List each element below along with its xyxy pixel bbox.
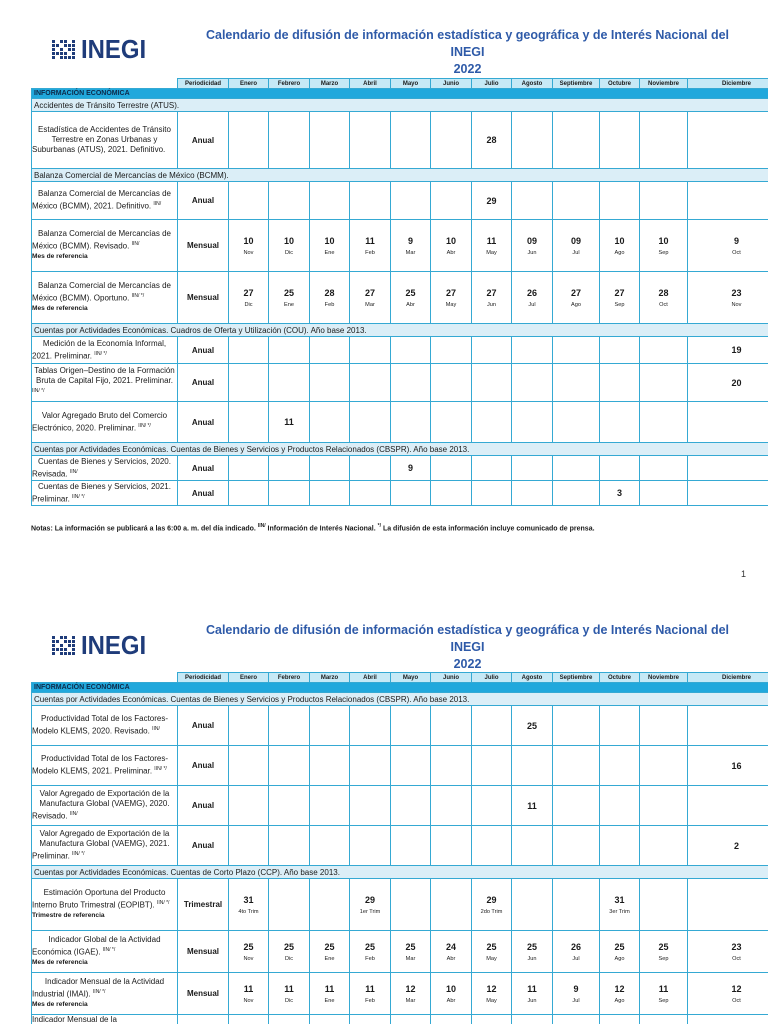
- title-line-1: Calendario de difusión de información estadística y geográfica y de Interés Nacional del INEGI: [205, 28, 730, 59]
- date-cell: 23 Oct: [688, 931, 768, 973]
- subsection-row: [32, 866, 768, 879]
- periodicity: Anual: [178, 364, 229, 402]
- header-cell: Febrero: [269, 673, 310, 683]
- indicator-description: Estimación Oportuna del Producto Interno Bruto Trimestral (EOPIBT). $^{IIN/ */}$ Trimestre de referencia: [32, 879, 178, 931]
- table-row: [32, 481, 768, 506]
- table-row: [32, 456, 768, 481]
- periodicity: Anual: [178, 112, 229, 169]
- date-cell: 28 Feb: [310, 272, 350, 324]
- date-cell: 25 May: [472, 931, 512, 973]
- date-cell: 09 Jul: [553, 220, 600, 272]
- date-cell: 9: [391, 456, 431, 481]
- date-cell: 9 Mar: [391, 220, 431, 272]
- indicator-description: Indicador Mensual de la Actividad Industrial (IMAI). $^{IIN/ */}$ Mes de referencia: [32, 973, 178, 1015]
- date-cell: 28: [472, 112, 512, 169]
- date-cell: 31 3er Trim: [600, 879, 640, 931]
- header-cell: Octubre: [600, 673, 640, 683]
- header-cell: Enero: [229, 673, 269, 683]
- indicator-description: Valor Agregado de Exportación de la Manufactura Global (VAEMG), 2020. Revisado. $^{IIN/}$: [32, 786, 178, 826]
- header-cell: Mayo: [391, 79, 431, 89]
- periodicity: Anual: [178, 456, 229, 481]
- section-label: INFORMACIÓN ECONÓMICA: [32, 683, 768, 693]
- document-page-2: [0, 596, 768, 1024]
- header-cell: Marzo: [310, 79, 350, 89]
- title-line-2: 2022: [453, 657, 482, 671]
- section-label: INFORMACIÓN ECONÓMICA: [32, 89, 768, 99]
- periodicity: Anual: [178, 706, 229, 746]
- date-cell: 11 Jun: [512, 973, 553, 1015]
- date-cell: 27 Ago: [553, 272, 600, 324]
- date-cell: 10 Sep: [640, 220, 688, 272]
- subsection-label: Cuentas por Actividades Económicas. Cuentas de Bienes y Servicios y Productos Relacionados (CBSPR). Año base 2013.: [32, 693, 768, 706]
- periodicity: Anual: [178, 826, 229, 866]
- logo-text: INEGI: [81, 34, 147, 64]
- page-title: [190, 622, 745, 673]
- table-header-row: [32, 673, 768, 683]
- indicator-description: Productividad Total de los Factores-Modelo KLEMS, 2021. Preliminar. $^{IIN/ */}$: [32, 746, 178, 786]
- page-title: [190, 27, 745, 78]
- date-cell: 12 Oct: [688, 973, 768, 1015]
- table-row: [32, 706, 768, 746]
- subsection-row: [32, 443, 768, 456]
- date-cell: 25 Jun: [512, 931, 553, 973]
- subsection-row: [32, 169, 768, 182]
- date-cell: 9 Jul: [553, 973, 600, 1015]
- periodicity: Anual: [178, 182, 229, 220]
- subsection-row: [32, 99, 768, 112]
- inegi-logo-icon: [52, 40, 75, 59]
- date-cell: 09 Jun: [512, 220, 553, 272]
- header-cell: Noviembre: [640, 79, 688, 89]
- header-cell: Mayo: [391, 673, 431, 683]
- date-cell: 9 Oct: [688, 220, 768, 272]
- date-cell: 11 Ene: [310, 973, 350, 1015]
- date-cell: 25 Ene: [269, 272, 310, 324]
- date-cell: 10 Abr: [431, 220, 472, 272]
- date-cell: 25 Nov: [229, 931, 269, 973]
- table-row: [32, 337, 768, 364]
- calendar-table: [31, 78, 768, 506]
- header-cell: Marzo: [310, 673, 350, 683]
- table-row: [32, 931, 768, 973]
- title-line-2: 2022: [453, 62, 482, 76]
- indicator-description: Balanza Comercial de Mercancías de México (BCMM). Oportuno. $^{IIN/ */}$ Mes de referencia: [32, 272, 178, 324]
- header-cell: Julio: [472, 79, 512, 89]
- date-cell: 16: [688, 746, 768, 786]
- date-cell: 12 May: [472, 973, 512, 1015]
- subsection-label: Cuentas por Actividades Económicas. Cuentas de Corto Plazo (CCP). Año base 2013.: [32, 866, 768, 879]
- table-row: [32, 364, 768, 402]
- header-cell: Junio: [431, 79, 472, 89]
- date-cell: 25: [512, 706, 553, 746]
- subsection-row: [32, 693, 768, 706]
- date-cell: 2: [688, 826, 768, 866]
- subsection-label: Cuentas por Actividades Económicas. Cuadros de Oferta y Utilización (COU). Año base 2013.: [32, 324, 768, 337]
- date-cell: 19: [688, 337, 768, 364]
- header-cell: Diciembre: [688, 79, 768, 89]
- subsection-label: Cuentas por Actividades Económicas. Cuentas de Bienes y Servicios y Productos Relacionados (CBSPR). Año base 2013.: [32, 443, 768, 456]
- date-cell: 24 Abr: [431, 931, 472, 973]
- date-cell: 23 Nov: [688, 272, 768, 324]
- table-header-row: [32, 79, 768, 89]
- indicator-description: Balanza Comercial de Mercancías de México (BCMM). Revisado. $^{IIN/}$ Mes de referencia: [32, 220, 178, 272]
- date-cell: 25 Abr: [391, 272, 431, 324]
- periodicity: Mensual: [178, 973, 229, 1015]
- table-row: [32, 220, 768, 272]
- header-cell: Julio: [472, 673, 512, 683]
- date-cell: 27 Dic: [229, 272, 269, 324]
- logo-text: INEGI: [81, 630, 147, 660]
- date-cell: 27 May: [431, 272, 472, 324]
- periodicity: Anual: [178, 746, 229, 786]
- table-row: [32, 112, 768, 169]
- periodicity: Anual: [178, 786, 229, 826]
- date-cell: 25 Feb: [350, 931, 391, 973]
- periodicity: Mensual: [178, 220, 229, 272]
- section-row: [32, 89, 768, 99]
- date-cell: 11 Feb: [350, 973, 391, 1015]
- indicator-description: Indicador Global de la Actividad Económica (IGAE). $^{IIN/ */}$ Mes de referencia: [32, 931, 178, 973]
- subsection-label: Accidentes de Tránsito Terrestre (ATUS).: [32, 99, 768, 112]
- table-row: [32, 182, 768, 220]
- table-row: [32, 786, 768, 826]
- section-row: [32, 683, 768, 693]
- date-cell: 10 Ago: [600, 220, 640, 272]
- header-cell: Periodicidad: [178, 673, 229, 683]
- periodicity: Mensual: [178, 272, 229, 324]
- date-cell: 27 Mar: [350, 272, 391, 324]
- indicator-description: Tablas Origen–Destino de la Formación Bruta de Capital Fijo, 2021. Preliminar. $^{IIN/ */}$: [32, 364, 178, 402]
- date-cell: 11 Dic: [269, 973, 310, 1015]
- indicator-description: Cuentas de Bienes y Servicios, 2021. Preliminar. $^{IIN/ */}$: [32, 481, 178, 506]
- date-cell: 11 Feb: [350, 220, 391, 272]
- page-number: 1: [740, 569, 746, 579]
- header-cell: Periodicidad: [178, 79, 229, 89]
- date-cell: 29 2do Trim: [472, 879, 512, 931]
- date-cell: 11 May: [472, 220, 512, 272]
- header-cell: Septiembre: [553, 673, 600, 683]
- indicator-description: Balanza Comercial de Mercancías de México (BCMM), 2021. Definitivo. $^{IIN/}$: [32, 182, 178, 220]
- date-cell: 10 Nov: [229, 220, 269, 272]
- date-cell: 10 Dic: [269, 220, 310, 272]
- periodicity: Anual: [178, 337, 229, 364]
- date-cell: 20: [688, 364, 768, 402]
- date-cell: 25 Ene: [310, 931, 350, 973]
- date-cell: 31 4to Trim: [229, 879, 269, 931]
- table-row: [32, 272, 768, 324]
- date-cell: 11 Sep: [640, 973, 688, 1015]
- header-cell: Agosto: [512, 673, 553, 683]
- header-blank: [32, 673, 178, 683]
- header-cell: Septiembre: [553, 79, 600, 89]
- date-cell: 27 Sep: [600, 272, 640, 324]
- title-line-1: Calendario de difusión de información estadística y geográfica y de Interés Nacional del INEGI: [205, 623, 730, 654]
- notes: Notas: La información se publicará a las 6:00 a. m. del día indicado. $^{IIN/}$ Información de Interés Nacional. */ La difusión de esta información incluye comunicado de prensa.: [31, 523, 595, 533]
- indicator-description: Valor Agregado de Exportación de la Manufactura Global (VAEMG), 2021. Preliminar. $^{IIN/ */}$: [32, 826, 178, 866]
- table-row: [32, 879, 768, 931]
- header-cell: Enero: [229, 79, 269, 89]
- date-cell: 25 Ago: [600, 931, 640, 973]
- date-cell: 12 Mar: [391, 973, 431, 1015]
- inegi-logo-icon: [52, 636, 75, 655]
- header-cell: Febrero: [269, 79, 310, 89]
- header-cell: Octubre: [600, 79, 640, 89]
- indicator-description: Valor Agregado Bruto del Comercio Electrónico, 2020. Preliminar. $^{IIN/ */}$: [32, 402, 178, 443]
- header-blank: [32, 79, 178, 89]
- date-cell: 28 Oct: [640, 272, 688, 324]
- header-cell: Noviembre: [640, 673, 688, 683]
- indicator-description: Indicador Mensual de la: [32, 1015, 178, 1024]
- subsection-row: [32, 324, 768, 337]
- subsection-label: Balanza Comercial de Mercancías de México (BCMM).: [32, 169, 768, 182]
- date-cell: 11: [512, 786, 553, 826]
- periodicity: Mensual: [178, 931, 229, 973]
- indicator-description: Cuentas de Bienes y Servicios, 2020. Revisada. $^{IIN/}$: [32, 456, 178, 481]
- header-cell: Agosto: [512, 79, 553, 89]
- header-cell: Abril: [350, 79, 391, 89]
- periodicity: Anual: [178, 481, 229, 506]
- periodicity: Trimestral: [178, 879, 229, 931]
- date-cell: 29: [472, 182, 512, 220]
- date-cell: 3: [600, 481, 640, 506]
- table-row: [32, 826, 768, 866]
- date-cell: 11: [269, 402, 310, 443]
- date-cell: 11 Nov: [229, 973, 269, 1015]
- table-row: [32, 746, 768, 786]
- inegi-logo: [52, 34, 152, 65]
- header-cell: Diciembre: [688, 673, 768, 683]
- indicator-description: Estadística de Accidentes de Tránsito Terrestre en Zonas Urbanas y Suburbanas (ATUS), 2021. Definitivo.: [32, 112, 178, 169]
- date-cell: 10 Abr: [431, 973, 472, 1015]
- date-cell: 25 Sep: [640, 931, 688, 973]
- date-cell: 27 Jun: [472, 272, 512, 324]
- table-row: [32, 1015, 768, 1024]
- periodicity: Anual: [178, 402, 229, 443]
- date-cell: 29 1er Trim: [350, 879, 391, 931]
- table-row: [32, 973, 768, 1015]
- date-cell: 26 Jul: [512, 272, 553, 324]
- date-cell: 25 Dic: [269, 931, 310, 973]
- calendar-table: [31, 672, 768, 1024]
- indicator-description: Productividad Total de los Factores-Modelo KLEMS, 2020. Revisado. $^{IIN/}$: [32, 706, 178, 746]
- header-cell: Abril: [350, 673, 391, 683]
- header-cell: Junio: [431, 673, 472, 683]
- table-row: [32, 402, 768, 443]
- date-cell: 25 Mar: [391, 931, 431, 973]
- date-cell: 10 Ene: [310, 220, 350, 272]
- date-cell: 26 Jul: [553, 931, 600, 973]
- indicator-description: Medición de la Economía Informal, 2021. Preliminar. $^{IIN/ */}$: [32, 337, 178, 364]
- date-cell: 12 Ago: [600, 973, 640, 1015]
- inegi-logo: [52, 630, 152, 661]
